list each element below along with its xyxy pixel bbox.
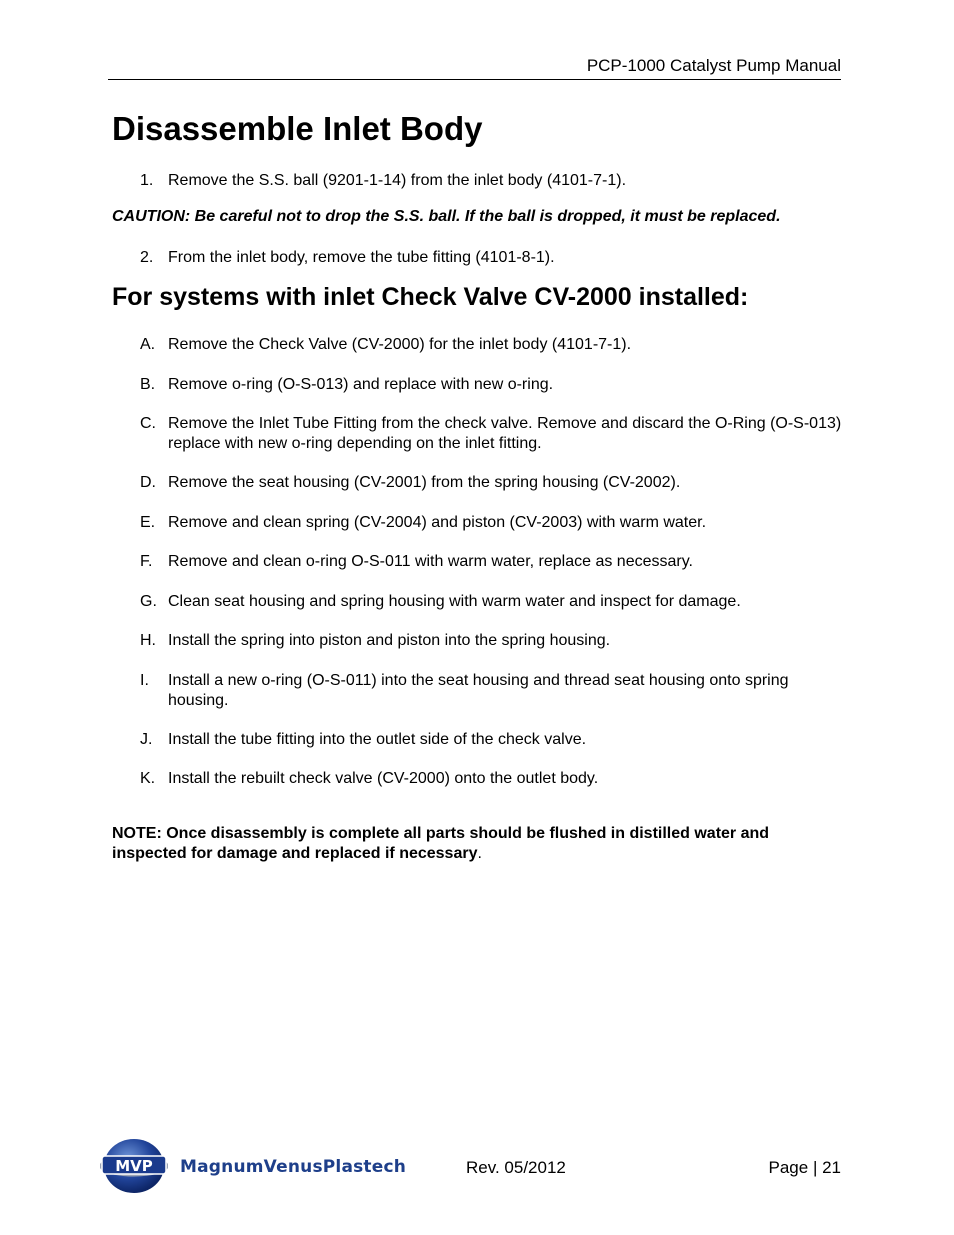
- list-marker: K.: [140, 770, 156, 787]
- list-item: [113, 335, 843, 355]
- list-marker: J.: [140, 731, 153, 748]
- list-item-text: Install the rebuilt check valve (CV-2000) onto the outlet body.: [168, 770, 599, 787]
- list-item-text: Install a new o-ring (O-S-011) into the seat housing and thread seat housing onto spring housing.: [168, 672, 789, 709]
- manual-title: PCP-1000 Catalyst Pump Manual: [586, 56, 841, 75]
- list-item-text: Clean seat housing and spring housing with warm water and inspect for damage.: [168, 593, 741, 610]
- list-item: [113, 414, 843, 454]
- note-tail: .: [477, 845, 482, 862]
- list-item: [113, 671, 843, 711]
- list-marker: H.: [140, 632, 156, 649]
- list-item-text: Remove the seat housing (CV-2001) from the spring housing (CV-2002).: [168, 474, 681, 491]
- list-item: [113, 473, 843, 493]
- note-paragraph: [112, 824, 832, 864]
- list-item-text: Remove and clean o-ring O-S-011 with warm water, replace as necessary.: [168, 553, 693, 570]
- list-marker: E.: [140, 514, 156, 531]
- revision-date: Rev. 05/2012: [466, 1158, 566, 1177]
- step-marker: 2.: [140, 249, 154, 266]
- list-item: [113, 552, 843, 572]
- list-marker: C.: [140, 415, 156, 432]
- list-item: [113, 769, 843, 789]
- mvp-globe-icon: [100, 1133, 168, 1195]
- step-text: Remove the S.S. ball (9201-1-14) from the inlet body (4101-7-1).: [168, 172, 627, 189]
- list-item: [113, 631, 843, 651]
- company-logo: [100, 1133, 407, 1195]
- logo-wordmark: MagnumVenusPlastech: [180, 1157, 407, 1177]
- list-item: [113, 730, 843, 750]
- list-marker: G.: [140, 593, 157, 610]
- step-2: [113, 248, 843, 268]
- list-item-text: Remove the Inlet Tube Fitting from the check valve. Remove and discard the O-Ring (O-S-013) replace with new o-ring depending on the inlet fitting.: [168, 415, 842, 452]
- list-marker: D.: [140, 474, 156, 491]
- list-marker: A.: [140, 336, 156, 353]
- list-item: [113, 592, 843, 612]
- list-item-text: Install the tube fitting into the outlet side of the check valve.: [168, 731, 587, 748]
- list-marker: I.: [140, 672, 149, 689]
- list-item-text: Remove o-ring (O-S-013) and replace with new o-ring.: [168, 376, 554, 393]
- list-item-text: Remove and clean spring (CV-2004) and piston (CV-2003) with warm water.: [168, 514, 707, 531]
- list-item-text: Install the spring into piston and piston into the spring housing.: [168, 632, 611, 649]
- list-item: [113, 513, 843, 533]
- step-marker: 1.: [140, 172, 154, 189]
- page-title: Disassemble Inlet Body: [112, 110, 483, 147]
- list-marker: B.: [140, 376, 156, 393]
- step-text: From the inlet body, remove the tube fitting (4101-8-1).: [168, 249, 555, 266]
- note-bold-text: NOTE: Once disassembly is complete all parts should be flushed in distilled water and inspected for damage and replaced if necessary: [112, 825, 770, 862]
- section-heading: For systems with inlet Check Valve CV-2000 installed:: [112, 283, 749, 311]
- header-rule: [108, 79, 841, 80]
- caution-text: CAUTION: Be careful not to drop the S.S. ball. If the ball is dropped, it must be replaced.: [112, 208, 781, 225]
- logo-badge-text: MVP: [115, 1157, 153, 1175]
- step-1: [113, 171, 843, 191]
- list-item: [113, 375, 843, 395]
- list-marker: F.: [140, 553, 153, 570]
- list-item-text: Remove the Check Valve (CV-2000) for the inlet body (4101-7-1).: [168, 336, 632, 353]
- page-number: Page | 21: [768, 1158, 841, 1177]
